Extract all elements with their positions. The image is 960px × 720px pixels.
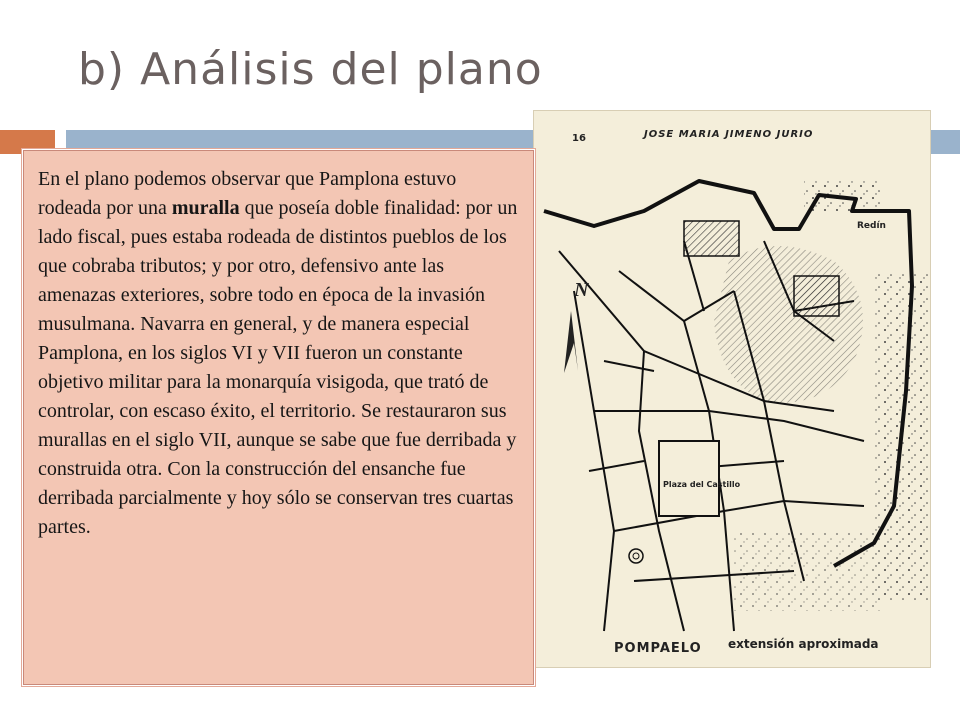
map-roundabout — [633, 553, 639, 559]
body-textbox — [23, 150, 534, 685]
map-plaza-block — [659, 441, 719, 516]
map-caption-extension: extensión aproximada — [728, 637, 879, 651]
city-map-drawing — [534, 111, 930, 667]
map-roundabout — [629, 549, 643, 563]
map-building — [684, 221, 739, 256]
map-north-label: N — [574, 279, 589, 301]
map-caption-pompaelo: POMPAELO — [614, 641, 702, 656]
body-text-bold: muralla — [171, 197, 240, 219]
body-text-end: que poseía doble finalidad: por un lado fiscal, pues estaba rodeada de distintos pueblos de los que cobraba tributos; y por otro, defensivo ante las amenazas exteriores, sobre todo en época de la invasión musulmana. Navarra en general, y de manera especial Pamplona, en los siglos VI y VII fueron un constante objetivo militar para la monarquía visigoda, que trató de controlar, con escaso éxito, el territorio. Se restauraron sus murallas en el siglo VII, aunque se sabe que fue derribada y construida otra. Con la construcción del ensanche fue derribada parcialmente y hoy sólo se conservan tres cuartas partes. — [38, 197, 518, 538]
north-arrow-icon — [564, 311, 578, 373]
body-text-start: En el plano podemos observar que Pamplona estuvo rodeada por una — [38, 168, 457, 219]
map-page-number: 16 — [572, 133, 586, 144]
map-extension-area — [714, 246, 863, 403]
city-map-image — [533, 110, 931, 668]
map-vegetation — [734, 531, 884, 611]
slide-title: b) Análisis del plano — [78, 44, 543, 95]
map-building — [794, 276, 839, 316]
map-author: JOSE MARIA JIMENO JURIO — [644, 129, 814, 140]
map-redin-label: Redín — [857, 221, 886, 231]
map-plaza-label: Plaza del Castillo — [663, 480, 741, 489]
